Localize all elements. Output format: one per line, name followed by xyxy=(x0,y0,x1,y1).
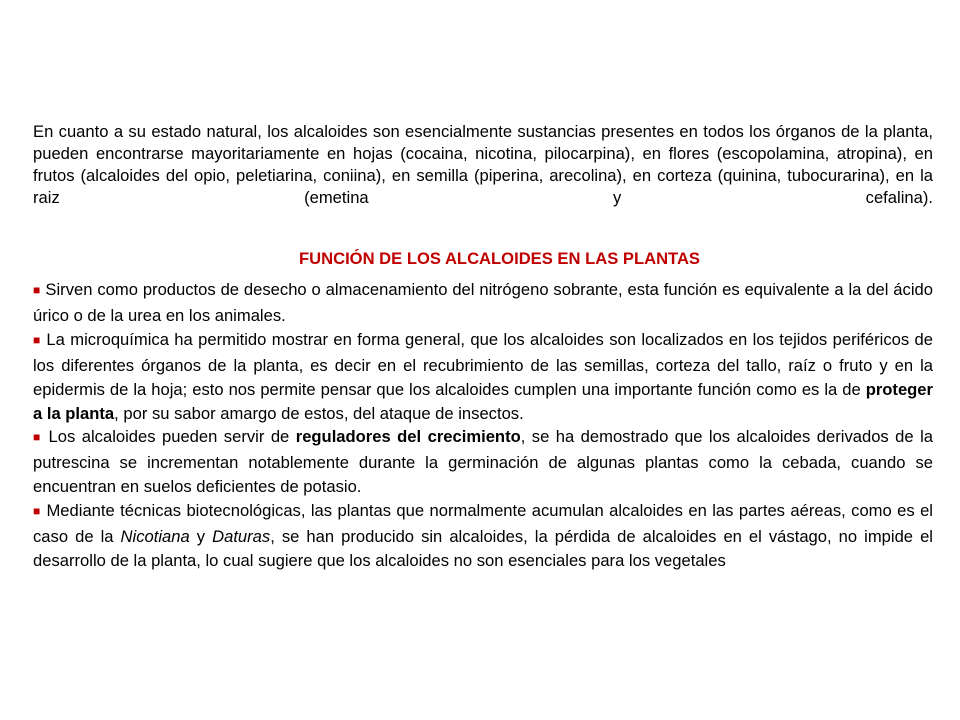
bold-phrase: proteger a la planta xyxy=(33,379,933,423)
list-item-biotech xyxy=(33,499,933,573)
bullet-square-icon: ■ xyxy=(33,430,43,445)
intro-paragraph xyxy=(33,121,933,209)
bullet-square-icon: ■ xyxy=(33,504,42,519)
list-item-text-end: , se han producido sin alcaloides, la pérdida de alcaloides en el vástago, no impide el desarrollo de la planta, lo cual sugiere que los alcaloides no son esenciales para los vegetales xyxy=(33,527,933,570)
list-item-text: La microquímica ha permitido mostrar en forma general, que los alcaloides son localizados en los tejidos periféricos de los diferentes órganos de la planta, es decir en el recubrimiento de las semillas, corteza del tallo, raíz o fruto y en la epidermis de la hoja; esto nos permite pensar que los alcaloides cumplen una importante función como es la de xyxy=(33,329,933,399)
italic-term-nicotiana: Nicotiana xyxy=(120,527,190,547)
list-item-text-end: , por su sabor amargo de estos, del ataque de insectos. xyxy=(114,403,524,423)
list-item-waste xyxy=(33,278,933,328)
list-item-text: Sirven como productos de desecho o almacenamiento del nitrógeno sobrante, esta función es equivalente a la del ácido úrico o de la urea en los animales. xyxy=(33,280,933,325)
section-heading: FUNCIÓN DE LOS ALCALOIDES EN LAS PLANTAS xyxy=(298,249,701,268)
list-item-protection xyxy=(33,328,933,426)
bullet-square-icon: ■ xyxy=(33,283,41,297)
list-item-growth xyxy=(33,425,933,499)
italic-term-daturas: Daturas xyxy=(212,527,271,547)
function-list xyxy=(33,278,933,573)
bold-phrase: reguladores del crecimiento xyxy=(295,427,521,447)
intro-text: En cuanto a su estado natural, los alcaloides son esencialmente sustancias presentes en todos los órganos de la planta, pueden encontrarse mayoritariamente en hojas (cocaina, nicotina, pilocarpina), en flores (escopolamina, atropina), en frutos (alcaloides del opio, peletiarina, coniina), en semilla (piperina, arecolina), en corteza (quinina, tubocurarina), en la raiz (emetina y cefalina). xyxy=(33,122,933,207)
list-item-text-mid: y xyxy=(189,527,213,547)
bullet-square-icon: ■ xyxy=(33,332,42,347)
list-item-text: Los alcaloides pueden servir de xyxy=(48,427,296,447)
list-item-text: Mediante técnicas biotecnológicas, las plantas que normalmente acumulan alcaloides en las partes aéreas, como es el caso de la xyxy=(33,501,933,547)
list-item-text-end: , se ha demostrado que los alcaloides derivados de la putrescina se incrementan notablemente durante la germinación de algunas plantas como la cebada, cuando se encuentran en suelos deficientes de potasio. xyxy=(33,427,933,497)
